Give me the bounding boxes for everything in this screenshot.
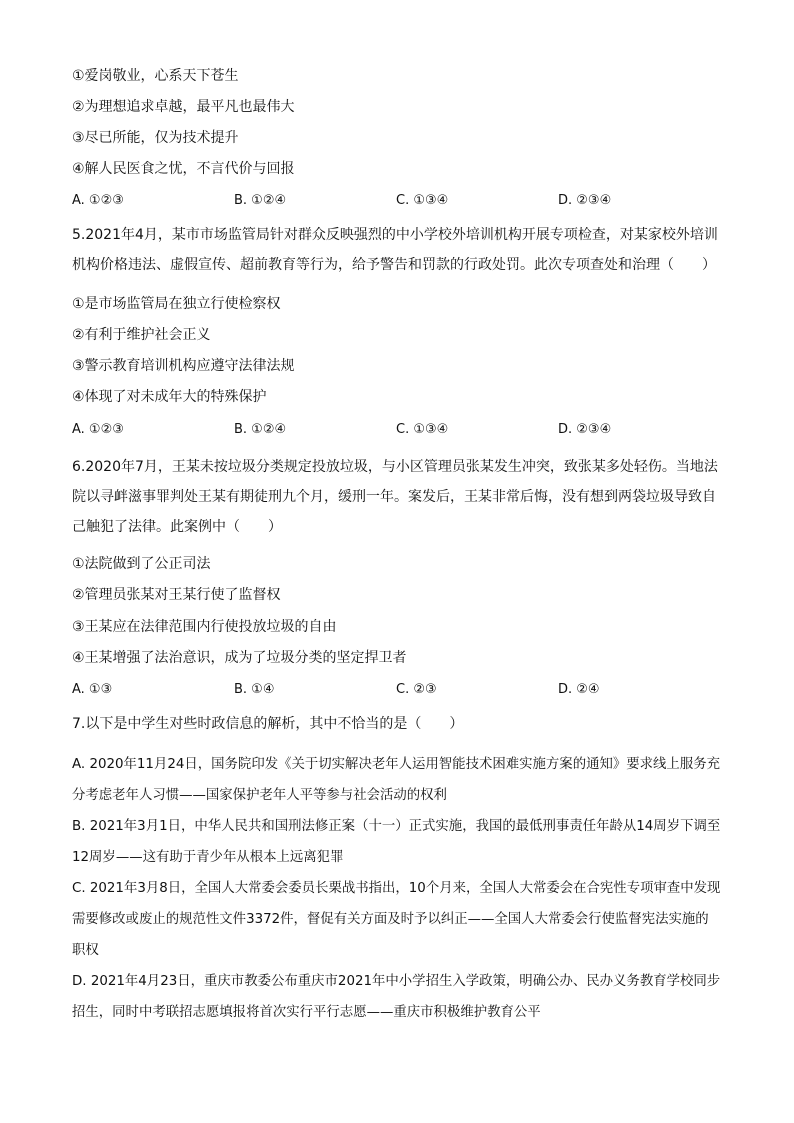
q5-stem: 5.2021年4月，某市市场监管局针对群众反映强烈的中小学校外培训机构开展专项检查，对某家校外培训机构价格违法、虚假宣传、超前教育等行为，给予警告和罚款的行政处罚。此次专项查处和治理（ ）	[72, 227, 718, 273]
q5-item-3: ③警示教育培训机构应遵守法律法规	[72, 358, 295, 374]
q6-option-c[interactable]: C. ②③	[396, 682, 437, 697]
q6-options	[72, 680, 732, 700]
q5-options	[72, 420, 732, 440]
q4-option-b[interactable]: B. ①②④	[234, 193, 287, 208]
q7-option-c[interactable]: C. 2021年3月8日，全国人大常委会委员长栗战书指出，10个月来，全国人大常委会在合宪性专项审查中发现需要修改或废止的规范性文件3372件，督促有关方面及时予以纠正——全国人大常委会行使监督宪法实施的职权	[72, 881, 721, 958]
q7-option-a[interactable]: A. 2020年11月24日，国务院印发《关于切实解决老年人运用智能技术困难实施方案的通知》要求线上服务充分考虑老年人习惯——国家保护老年人平等参与社会活动的权利	[72, 757, 720, 803]
q6-stem: 6.2020年7月，王某未按垃圾分类规定投放垃圾，与小区管理员张某发生冲突，致张某多处轻伤。当地法院以寻衅滋事罪判处王某有期徒刑九个月，缓刑一年。案发后，王某非常后悔，没有想到两袋垃圾导致自己触犯了法律。此案例中（ ）	[72, 459, 718, 535]
q4-option-a[interactable]: A. ①②③	[72, 193, 124, 208]
q5-item-4: ④体现了对未成年大的特殊保护	[72, 389, 267, 405]
q7-stem: 7.以下是中学生对些时政信息的解析，其中不恰当的是（ ）	[72, 716, 464, 732]
q6-option-b[interactable]: B. ①④	[234, 682, 275, 697]
q4-item-3: ③尽已所能，仅为技术提升	[72, 130, 239, 146]
q6-item-1: ①法院做到了公正司法	[72, 556, 211, 572]
q6-item-4: ④王某增强了法治意识，成为了垃圾分类的坚定捍卫者	[72, 650, 407, 666]
q7-option-b[interactable]: B. 2021年3月1日，中华人民共和国刑法修正案（十一）正式实施，我国的最低刑事责任年龄从14周岁下调至12周岁——这有助于青少年从根本上远离犯罪	[72, 819, 721, 865]
q5-option-a[interactable]: A. ①②③	[72, 422, 124, 437]
q6-option-d[interactable]: D. ②④	[558, 682, 600, 697]
q4-options	[72, 191, 732, 211]
q4-option-c[interactable]: C. ①③④	[396, 193, 449, 208]
q5-item-1: ①是市场监管局在独立行使检察权	[72, 296, 281, 312]
q6-item-2: ②管理员张某对王某行使了监督权	[72, 587, 281, 603]
q7-option-d[interactable]: D. 2021年4月23日，重庆市教委公布重庆市2021年中小学招生入学政策，明确公办、民办义务教育学校同步招生，同时中考联招志愿填报将首次实行平行志愿——重庆市积极维护教育公平	[72, 974, 721, 1020]
q5-item-2: ②有利于维护社会正义	[72, 327, 211, 343]
q4-item-2: ②为理想追求卓越，最平凡也最伟大	[72, 99, 295, 115]
q4-option-d[interactable]: D. ②③④	[558, 193, 612, 208]
q4-item-1: ①爱岗敬业，心系天下苍生	[72, 68, 239, 84]
q4-item-4: ④解人民医食之忧，不言代价与回报	[72, 161, 295, 177]
q5-option-d[interactable]: D. ②③④	[558, 422, 612, 437]
q5-option-b[interactable]: B. ①②④	[234, 422, 287, 437]
q5-option-c[interactable]: C. ①③④	[396, 422, 449, 437]
q6-item-3: ③王某应在法律范围内行使投放垃圾的自由	[72, 619, 337, 635]
q6-option-a[interactable]: A. ①③	[72, 682, 113, 697]
